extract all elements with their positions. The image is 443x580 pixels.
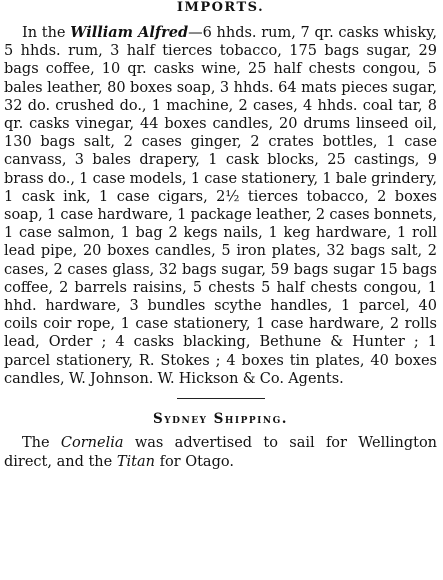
imports-paragraph (4, 24, 437, 388)
section-divider (177, 398, 265, 399)
ship-name-cornelia: Cornelia (60, 435, 124, 452)
shipping-text-part2: was advertised to sail for Wellington direct, and the (4, 435, 438, 470)
ship-name-titan: Titan (116, 453, 155, 470)
imports-cargo-list: —6 hhds. rum, 7 qr. casks whisky, 5 hhds. rum, 3 half tierces tobacco, 175 bags sugar, 29 bags coffee, 10 qr. casks wine, 25 half chests congou, 5 bales leather, 80 boxes soap, 3 hhds. 64 mats pieces sugar, 32 do. crushed do., 1 machine, 2 cases, 4 hhds. coal tar, 8 qr. casks vinegar, 44 boxes candles, 20 drums linseed oil, 130 bags salt, 2 cases ginger, 2 crates bottles, 1 case canvass, 3 bales drapery, 1 cask blocks, 25 castings, 9 brass do., 1 case models, 1 case stationery, 1 bale grindery, 1 cask ink, 1 case cigars, 2½ tierces tobacco, 2 boxes soap, 1 case hardware, 1 package leather, 2 cases bonnets, 1 case salmon, 1 bag 2 kegs nails, 1 keg hardware, 1 roll lead pipe, 20 boxes candles, 5 iron plates, 32 bags salt, 2 cases, 2 cases glass, 32 bags sugar, 59 bags sugar 15 bags coffee, 2 barrels raisins, 5 chests 5 half chests congou, 1 hhd. hardware, 3 bundles scythe handles, 1 parcel, 40 coils coir rope, 1 case stationery, 1 case hardware, 2 rolls lead, Order ; 4 casks blacking, Bethune & Hunter ; 1 parcel stationery, R. Stokes ; 4 boxes tin plates, 40 boxes candles, W. Johnson. W. Hickson & Co. Agents. (4, 25, 437, 387)
shipping-paragraph (4, 434, 437, 471)
imports-intro: In the (22, 25, 66, 41)
ship-name-william-alfred: William Alfred (70, 24, 189, 41)
imports-heading: IMPORTS. (176, 0, 265, 15)
shipping-text-part1: The (22, 435, 50, 452)
sydney-shipping-heading: Sydney Shipping. (152, 411, 288, 428)
shipping-text-part3: for Otago. (159, 453, 234, 470)
